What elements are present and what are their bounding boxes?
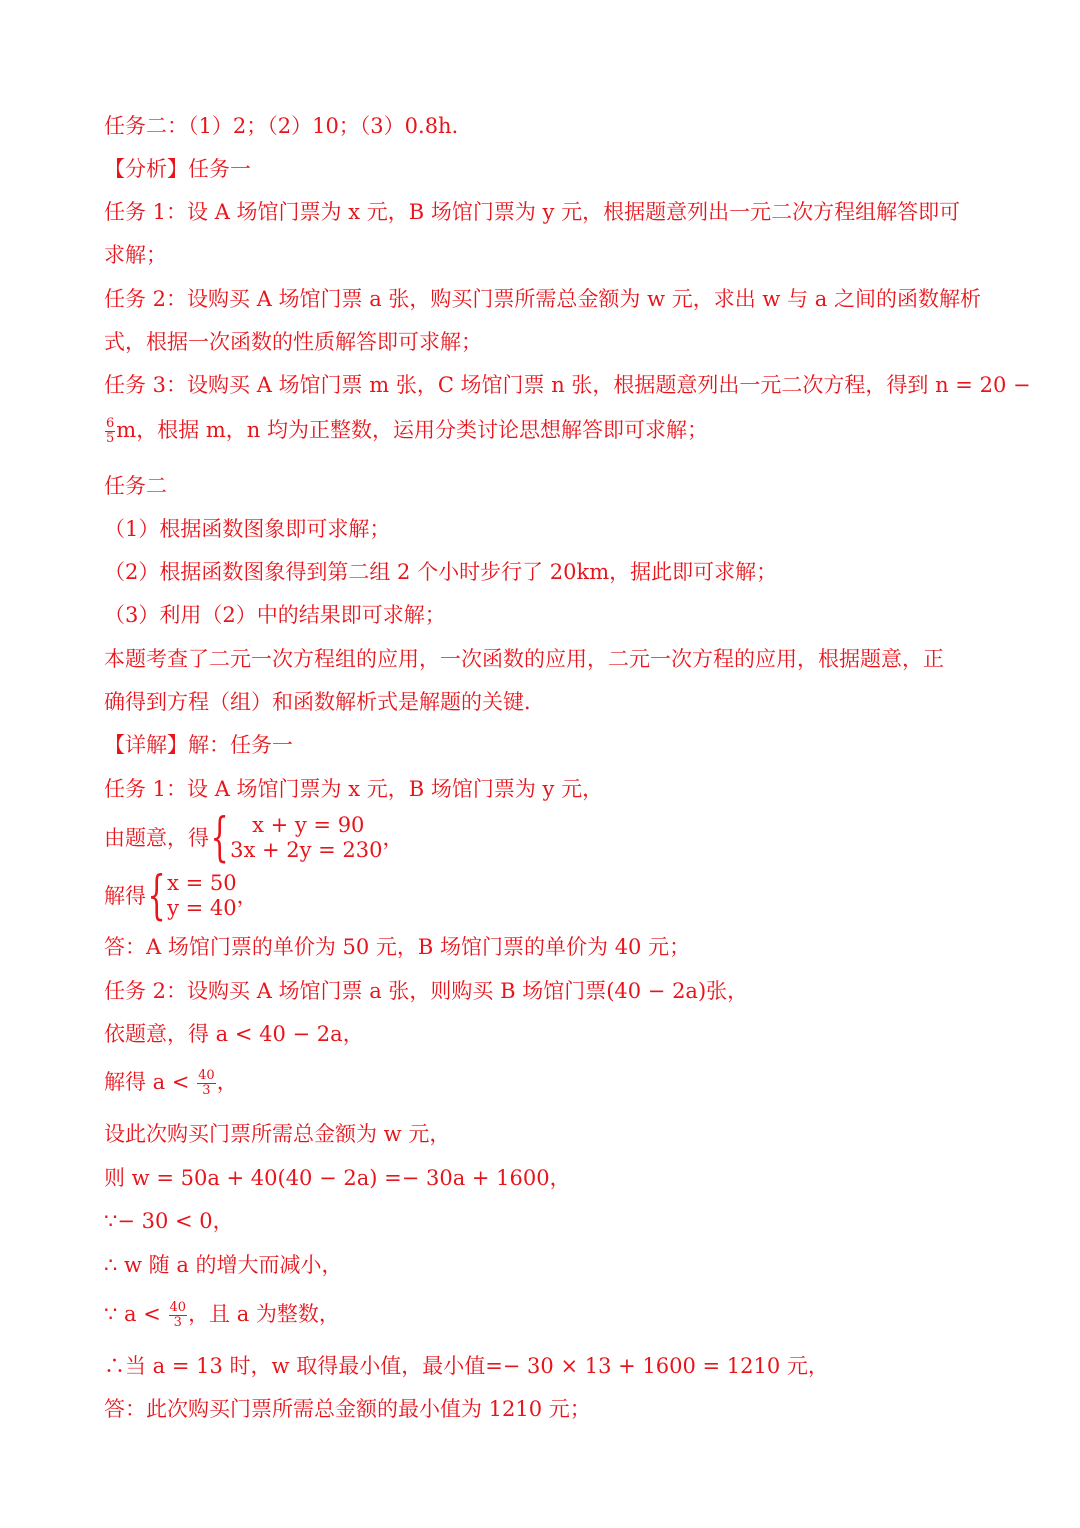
summary-line2: 确得到方程（组）和函数解析式是解题的关键． bbox=[104, 690, 545, 714]
solution-row: y = 40 bbox=[167, 896, 237, 920]
inequality-solution bbox=[104, 1068, 238, 1098]
equation-prefix: 由题意，得 bbox=[104, 826, 209, 850]
analysis-task1-line2: 求解； bbox=[104, 243, 167, 267]
analysis-task3-text: m，根据 m，n 均为正整数，运用分类讨论思想解答即可求解； bbox=[116, 418, 708, 442]
analysis-task2-line1: 任务 2：设购买 A 场馆门票 a 张，购买门票所需总金额为 w 元，求出 w 与 a 之间的函数解析 bbox=[104, 287, 981, 311]
solution-task2-setup: 任务 2：设购买 A 场馆门票 a 张，则购买 B 场馆门票(40 − 2a)张， bbox=[104, 979, 749, 1003]
equation-system-solution bbox=[104, 866, 258, 926]
equation-system bbox=[230, 813, 382, 863]
analysis-heading: 【分析】任务一 bbox=[104, 157, 251, 181]
decreasing-statement: ∴ w 随 a 的增大而减小， bbox=[104, 1253, 343, 1277]
summary-line1: 本题考查了二元一次方程组的应用，一次函数的应用，二元一次方程的应用，根据题意，正 bbox=[104, 647, 944, 671]
analysis-task1-line1: 任务 1：设 A 场馆门票为 x 元，B 场馆门票为 y 元，根据题意列出一元二次方程组解答即可 bbox=[104, 200, 961, 224]
fraction-denominator: 5 bbox=[106, 431, 115, 446]
answer-task1: 答：A 场馆门票的单价为 50 元，B 场馆门票的单价为 40 元； bbox=[104, 935, 691, 959]
equation-system-setup bbox=[104, 808, 404, 868]
answer-task-two: 任务二：（1）2；（2）10；（3）0.8h． bbox=[104, 114, 473, 138]
inequality-setup: 依题意，得 a < 40 − 2a， bbox=[104, 1022, 364, 1046]
cost-function: 则 w = 50a + 40(40 − 2a) =− 30a + 1600， bbox=[104, 1166, 571, 1190]
analysis-step2: （2）根据函数图象得到第二组 2 个小时步行了 20km，据此即可求解； bbox=[104, 560, 778, 584]
fraction-denominator: 3 bbox=[173, 1315, 182, 1330]
equation-row: 3x + 2y = 230 bbox=[230, 838, 383, 862]
solution-row: x = 50 bbox=[167, 871, 237, 895]
analysis-task-two-heading: 任务二 bbox=[104, 474, 167, 498]
analysis-task2-line2: 式，根据一次函数的性质解答即可求解； bbox=[104, 330, 482, 354]
fraction-numerator: 40 bbox=[169, 1300, 187, 1315]
condition-suffix: ，且 a 为整数， bbox=[188, 1302, 340, 1326]
analysis-task3-line1: 任务 3：设购买 A 场馆门票 m 张，C 场馆门票 n 张，根据题意列出一元二次方程，得到 n = 20 − bbox=[104, 373, 1031, 397]
cost-variable-setup: 设此次购买门票所需总金额为 w 元， bbox=[104, 1122, 451, 1146]
fraction-numerator: 40 bbox=[198, 1068, 215, 1083]
analysis-step1: （1）根据函数图象即可求解； bbox=[104, 517, 391, 541]
analysis-step3: （3）利用（2）中的结果即可求解； bbox=[104, 603, 446, 627]
equation-row: x + y = 90 bbox=[252, 813, 365, 837]
solution-suffix: ， bbox=[236, 884, 258, 908]
fraction-forty-thirds bbox=[197, 1069, 216, 1098]
condition-prefix: ∵ a < bbox=[104, 1302, 161, 1326]
slope-sign: ∵− 30 < 0， bbox=[104, 1209, 234, 1233]
minimum-value: ∴当 a = 13 时，w 取得最小值，最小值=− 30 × 13 + 1600 = 1210 元， bbox=[104, 1354, 829, 1378]
fraction-six-fifths bbox=[105, 417, 115, 446]
solution-task1-setup: 任务 1：设 A 场馆门票为 x 元，B 场馆门票为 y 元， bbox=[104, 777, 604, 801]
solution-heading: 【详解】解：任务一 bbox=[104, 733, 293, 757]
solution-prefix: 解得 bbox=[104, 884, 146, 908]
equation-suffix: ， bbox=[382, 826, 404, 850]
inequality-suffix: ， bbox=[216, 1070, 238, 1094]
fraction-denominator: 3 bbox=[202, 1083, 211, 1098]
integer-condition bbox=[104, 1300, 340, 1330]
solution-system bbox=[167, 871, 237, 921]
answer-task2: 答：此次购买门票所需总金额的最小值为 1210 元； bbox=[104, 1397, 591, 1421]
fraction-numerator: 6 bbox=[106, 416, 115, 431]
analysis-task3-line2 bbox=[104, 416, 708, 446]
left-brace: { bbox=[147, 866, 166, 926]
inequality-prefix: 解得 a < bbox=[104, 1070, 190, 1094]
left-brace: { bbox=[210, 808, 229, 868]
fraction-forty-thirds bbox=[169, 1301, 188, 1330]
